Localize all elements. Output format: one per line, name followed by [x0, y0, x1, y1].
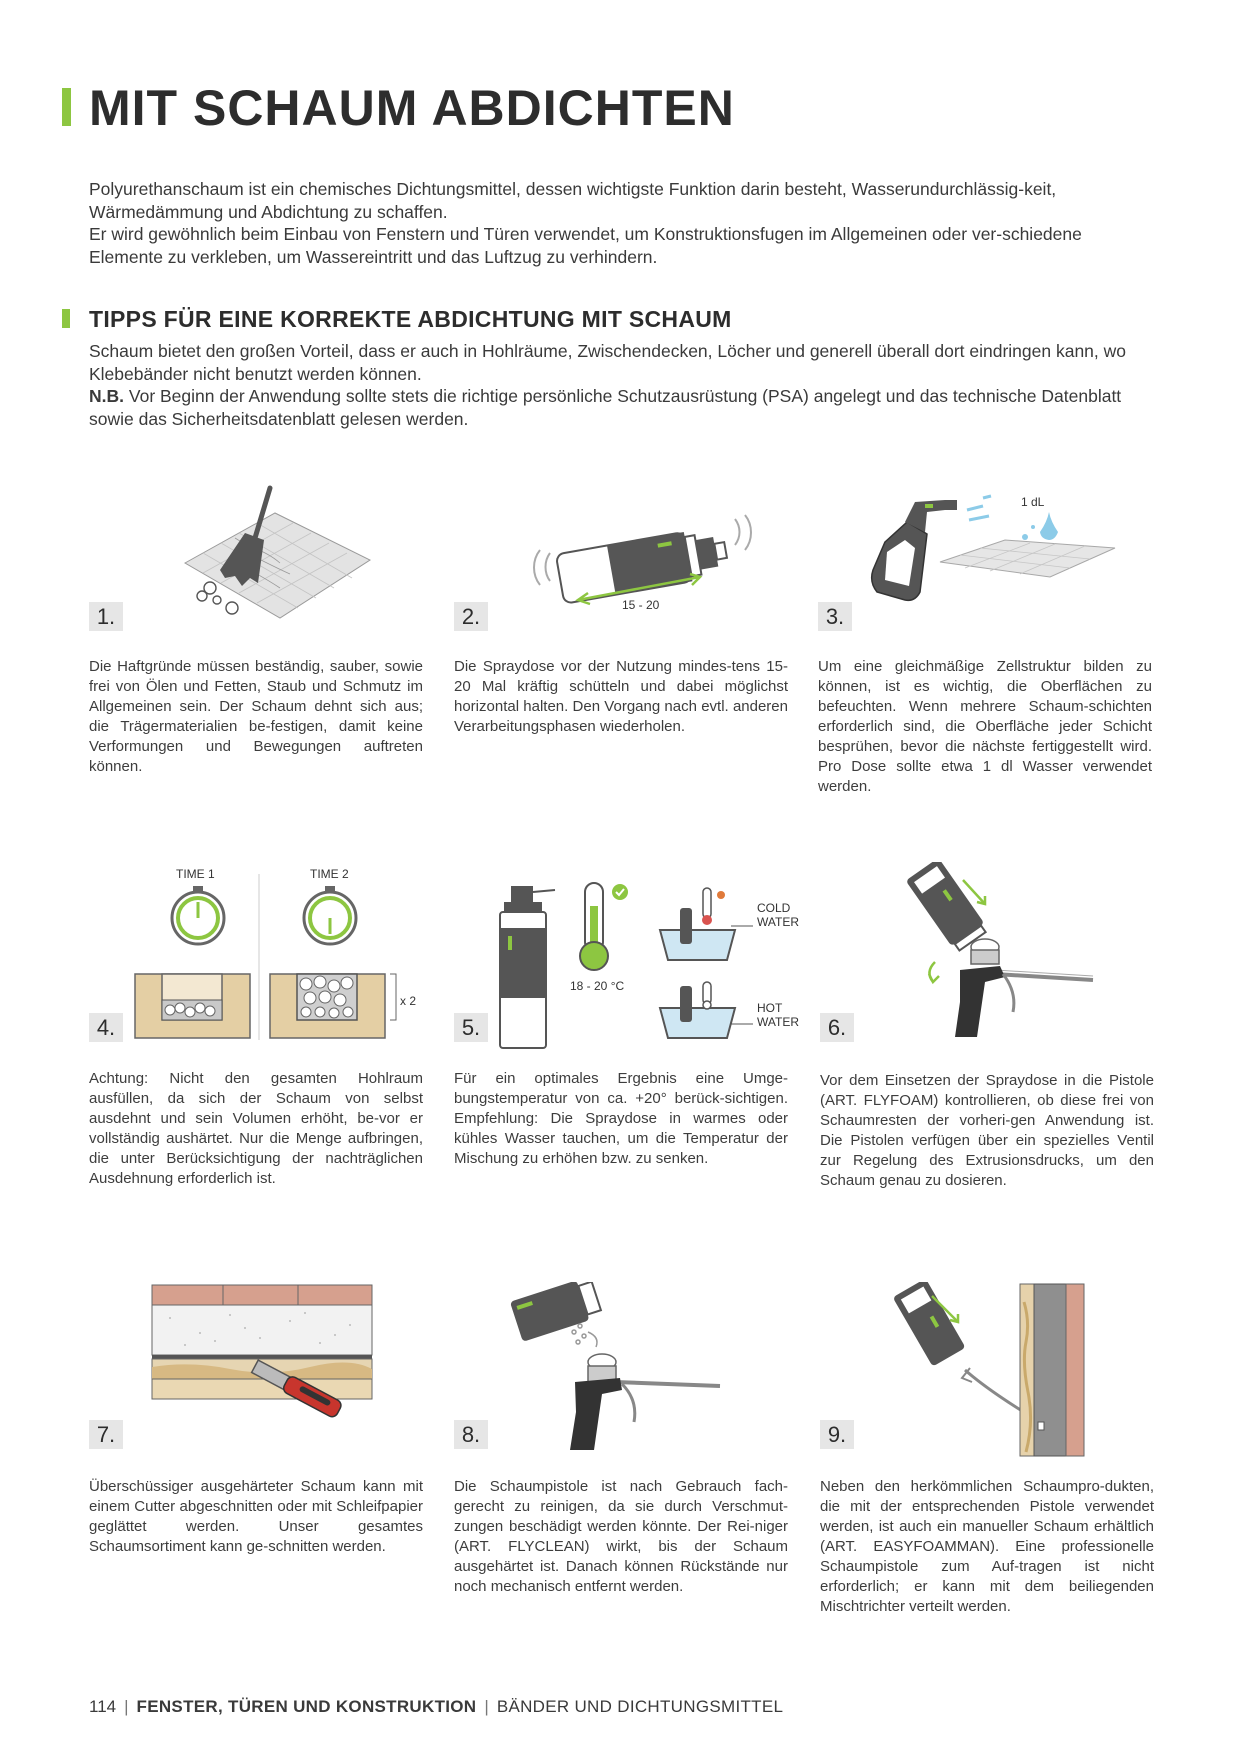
- illustration-cleaning: [180, 478, 380, 628]
- step-text-4: Achtung: Nicht den gesamten Hohlraum ausfüllen, da sich der Schaum von selbst ausdehnt und sein Volumen erhöht, be-vor er vollständig aushärtet. Nur die Menge aufbringen, die unter Berücksichtigung der nachträglichen Ausdehnung erforderlich ist.: [89, 1070, 423, 1187]
- illustration-timing: [130, 862, 430, 1042]
- step-number-1: 1.: [89, 602, 123, 631]
- section-title: TIPPS FÜR EINE KORREKTE ABDICHTUNG MIT SCHAUM: [89, 306, 732, 332]
- step-text-7: Überschüssiger ausgehärteter Schaum kann mit einem Cutter abgeschnitten oder mit Schleifpapier geglättet werden. Unser gesamtes Schaumsortiment kann ge-schnitten werden.: [89, 1478, 423, 1555]
- step-number-6: 6.: [820, 1013, 854, 1042]
- illustration-temperature: [495, 878, 835, 1058]
- title-accent-bar: [62, 88, 71, 126]
- step-number-5: 5.: [454, 1013, 488, 1042]
- times-label: x 2: [400, 994, 417, 1008]
- tips-paragraph: Schaum bietet den großen Vorteil, dass er auch in Hohlräume, Zwischendecken, Löcher und generell überall dort eindringen kann, wo Klebebänder nicht benutzt werden können.: [89, 341, 1127, 384]
- step-number-3: 3.: [818, 602, 852, 631]
- illustration-manual-foam: [880, 1282, 1100, 1462]
- water-label: 1 dL: [1021, 495, 1045, 509]
- hot-water-label-2: WATER: [757, 1015, 799, 1029]
- intro-text: [89, 178, 1149, 268]
- intro-paragraph-1: Polyurethanschaum ist ein chemisches Dichtungsmittel, dessen wichtigste Funktion darin besteht, Wasserundurchlässig-keit, Wärmedämmung und Abdichtung zu schaffen.: [89, 179, 1057, 222]
- thermometer-icon: [580, 883, 628, 970]
- intro-paragraph-2: Er wird gewöhnlich beim Einbau von Fenstern und Türen verwendet, um Konstruktionsfugen im Allgemeinen oder ver-schiedene Elemente zu verkleben, um Wassereintritt und das Luftzug zu verhindern.: [89, 224, 1082, 267]
- illustration-cleaner: [510, 1282, 740, 1452]
- footer-separator: |: [124, 1697, 129, 1716]
- step-text-2: Die Spraydose vor der Nutzung mindes-tens 15-20 Mal kräftig schütteln und dabei möglichst horizontal halten. Den Vorgang nach evtl. anderen Verarbeitungsphasen wiederholen.: [454, 658, 788, 735]
- step-text-3: Um eine gleichmäßige Zellstruktur bilden zu können, ist es wichtig, die Oberflächen zu befeuchten. Wenn mehrere Schaum-schichten erforderlich sind, die Oberfläche jeder Schicht besprühen, bevor die nächste fertiggestellt wird. Pro Dose sollte etwa 1 dl Wasser verwendet werden.: [818, 658, 1152, 795]
- spray-can-icon: [500, 886, 555, 1048]
- step-number-8: 8.: [454, 1420, 488, 1449]
- page-number: 114: [89, 1697, 117, 1716]
- footer-section: FENSTER, TÜREN UND KONSTRUKTION: [136, 1697, 477, 1716]
- illustration-foam-gun: [905, 862, 1105, 1042]
- tips-note: [89, 385, 1149, 430]
- illustration-shaking: [530, 505, 760, 620]
- step-text-9: Neben den herkömmlichen Schaumpro-dukten, die mit der entsprechenden Pistole verwendet werden, ist auch ein manueller Schaum erhältlich (ART. EASYFOAMMAN). Eine professionelle Schaumpistole zum Auf-tragen ist nicht erforderlich; er kann mit dem beiliegenden Mischtrichter verteilt werden.: [820, 1478, 1154, 1615]
- hot-water-label-1: HOT: [757, 1001, 783, 1015]
- hot-water-icon: [660, 982, 735, 1038]
- stopwatch-1-icon: [172, 886, 224, 944]
- subtitle-accent-bar: [62, 309, 70, 328]
- step-number-2: 2.: [454, 602, 488, 631]
- note-label: N.B.: [89, 386, 124, 406]
- step-text-8: Die Schaumpistole ist nach Gebrauch fach-gerecht zu reinigen, da sie durch Verschmut-zungen beschädigt werden könnte. Der Rei-niger (ART. FLYCLEAN) wirkt, bis der Schaum ausgehärtet ist. Danach können Rückstände nur noch mechanisch entfernt werden.: [454, 1478, 788, 1595]
- step-text-6: Vor dem Einsetzen der Spraydose in die Pistole (ART. FLYFOAM) kontrollieren, ob diese frei von Schaumresten der vorheri-gen Anwendung ist. Die Pistolen verfügen über ein spezielles Ventil zur Regelung des Extrusionsdrucks, um den Schaum genau zu dosieren.: [820, 1072, 1154, 1189]
- note-text: Vor Beginn der Anwendung sollte stets die richtige persönliche Schutzausrüstung (PSA) angelegt und das technische Datenblatt sowie das Sicherheitsdatenblatt gelesen werden.: [89, 386, 1122, 429]
- page-title: MIT SCHAUM ABDICHTEN: [89, 80, 735, 136]
- step-number-7: 7.: [89, 1420, 123, 1449]
- temperature-label: 18 - 20 °C: [570, 979, 625, 993]
- step-number-9: 9.: [820, 1420, 854, 1449]
- time1-label: TIME 1: [176, 867, 215, 881]
- time2-label: TIME 2: [310, 867, 349, 881]
- footer-separator: |: [484, 1697, 489, 1716]
- step-text-1: Die Haftgründe müssen beständig, sauber, sowie frei von Ölen und Fetten, Staub und Schmutz im Allgemeinen sein. Der Schaum dehnt sich aus; die Trägermaterialien be-festigen, damit keine Verformungen und Bewegungen auftreten können.: [89, 658, 423, 775]
- cold-water-icon: [660, 888, 735, 960]
- step-number-4: 4.: [89, 1013, 123, 1042]
- illustration-cutter: [150, 1283, 375, 1428]
- shake-label: 15 - 20: [622, 598, 660, 612]
- step-text-5: Für ein optimales Ergebnis eine Umge-bungstemperatur von ca. +20° berück-sichtigen. Empfehlung: Die Spraydose in warmes oder kühles Wasser tauchen, um die Temperatur der Mischung zu erhöhen bzw. zu senken.: [454, 1070, 788, 1167]
- cold-water-label-2: WATER: [757, 915, 799, 929]
- cold-water-label-1: COLD: [757, 901, 791, 915]
- page-footer: [89, 1697, 783, 1717]
- tips-text: [89, 340, 1149, 430]
- footer-subsection: BÄNDER UND DICHTUNGSMITTEL: [496, 1697, 784, 1716]
- illustration-moistening: [865, 482, 1125, 612]
- stopwatch-2-icon: [304, 886, 356, 944]
